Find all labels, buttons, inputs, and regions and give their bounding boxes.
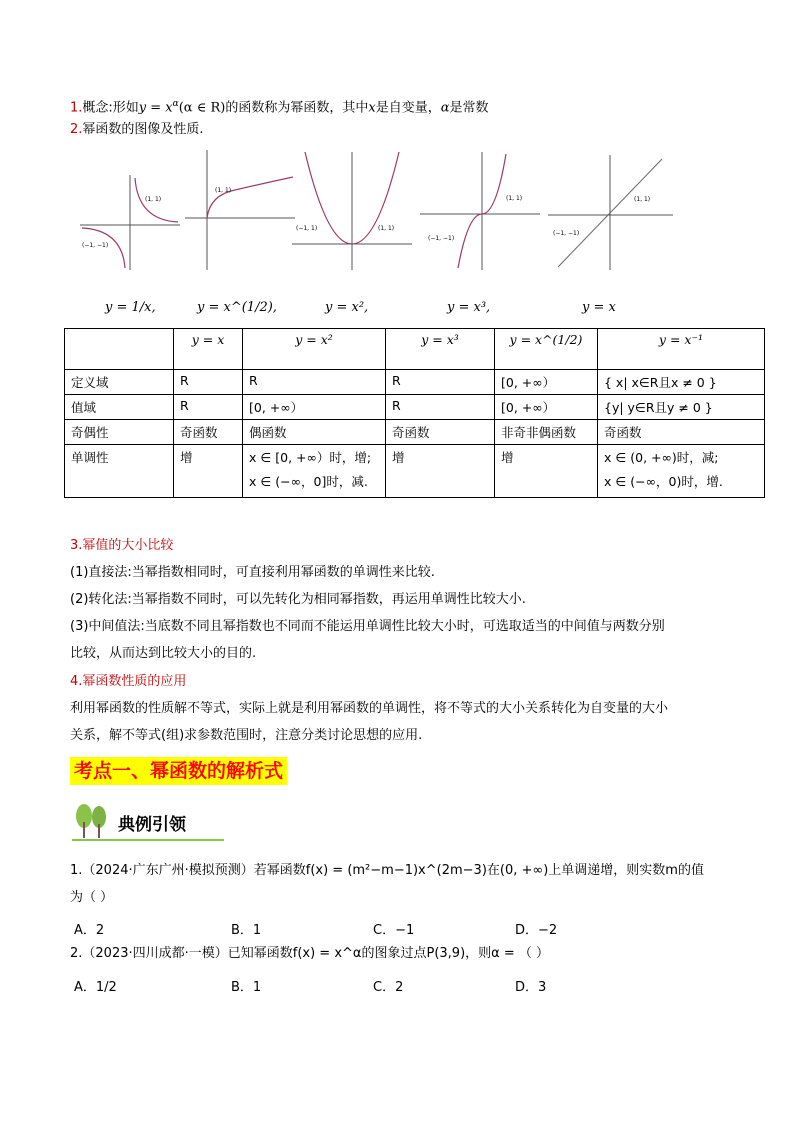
table-cell [243,445,386,498]
question-2-option-c[interactable]: C．2 [373,980,404,995]
graph5-label-2: (−1, −1) [553,230,580,237]
section4-title [70,673,186,691]
concept-x: x [368,100,376,116]
graph4-label-1: (1, 1) [506,195,523,202]
graph3-label-2: (1, 1) [378,225,395,232]
table-cell: 非奇非偶函数 [495,420,598,445]
graph-cube [420,152,540,270]
question-1-line-1: 1.（2024·广东广州·模拟预测）若幂函数f(x) = (m²−m−1)x^(2m−3)在(0, +∞)上单调递增，则实数m的值 [70,863,704,878]
table-cell-line: x ∈ (−∞，0]时，减. [249,474,368,489]
graph-square [292,152,412,270]
concept-domain: (α ∈ R) [178,100,226,116]
topic-heading: 考点一、幂函数的解析式 [70,757,287,785]
table-cell: 增 [174,445,243,498]
table-cell: [0, +∞） [243,395,386,420]
question-1-option-a[interactable]: A．2 [74,923,105,938]
table-cell: R [174,370,243,395]
concept-formula: y = x [138,100,173,116]
table-cell: 单调性 [65,445,174,498]
section3-number: 3. [70,538,83,553]
graph1-label-2: (−1, −1) [82,242,109,249]
table-header-cell [65,329,174,370]
caption-cube: y = x³, [447,300,491,315]
table-cell: 奇函数 [386,420,495,445]
table-cell [598,445,765,498]
question-2-option-b[interactable]: B．1 [231,980,262,995]
table-cell: 定义域 [65,370,174,395]
caption-linear: y = x [582,300,616,315]
graphs-heading-number: 2. [70,122,83,137]
table-header-cell: y = x⁻¹ [598,329,765,370]
section4-title-text: 幂函数性质的应用 [82,674,187,689]
table-header-cell: y = x³ [386,329,495,370]
question-1-line-2: 为（ ） [70,890,114,905]
table-cell: R [174,395,243,420]
section3-title [70,537,173,555]
section3-item: (3)中间值法:当底数不同且幂指数也不同而不能运用单调性比较大小时，可选取适当的中间值与两数分别 [70,619,665,634]
section3-item: (2)转化法:当幂指数不同时，可以先转化为相同幂指数，再运用单调性比较大小. [70,592,526,607]
table-header-cell: y = x^(1/2) [495,329,598,370]
graph-linear [548,155,673,270]
concept-exponent: α [172,99,179,109]
question-1-option-b[interactable]: B．1 [231,923,262,938]
question-2-option-d[interactable]: D．3 [515,980,547,995]
table-header-cell: y = x [174,329,243,370]
table-cell: 奇函数 [174,420,243,445]
table-row [65,395,765,420]
question-2-option-a[interactable]: A．1/2 [74,980,117,995]
example-banner-text: 典例引领 [118,815,186,835]
table-header-row [65,329,765,370]
concept-alpha: α [440,100,450,116]
section4-line: 关系，解不等式(组)求参数范围时，注意分类讨论思想的应用. [70,728,423,743]
concept-text-d: 是常数 [449,100,489,116]
caption-square: y = x², [325,300,369,315]
table-row [65,370,765,395]
section3-title-text: 幂值的大小比较 [82,538,174,553]
table-cell: {y| y∈R且y ≠ 0 } [598,395,765,420]
table-cell-line: x ∈ (−∞，0)时，增. [604,474,723,489]
table-cell: 奇偶性 [65,420,174,445]
concept-line [70,95,489,117]
properties-table [64,328,765,498]
table-cell: [0, +∞） [495,370,598,395]
graph1-label-1: (1, 1) [145,196,162,203]
concept-text-c: 是自变量， [375,100,441,116]
graph3-label-1: (−1, 1) [296,225,318,232]
table-cell: R [243,370,386,395]
table-cell: { x| x∈R且x ≠ 0 } [598,370,765,395]
table-cell: R [386,395,495,420]
graphs-heading-text: 幂函数的图像及性质. [82,122,204,137]
graph-sqrt [185,150,295,270]
table-cell: R [386,370,495,395]
concept-text-a: 概念:形如 [82,100,139,116]
table-row [65,445,765,498]
section3-item: (1)直接法:当幂指数相同时，可直接利用幂函数的单调性来比较. [70,565,435,580]
table-row [65,420,765,445]
question-1-option-c[interactable]: C．−1 [373,923,415,938]
concept-text-b: 的函数称为幂函数，其中 [225,100,369,116]
section4-number: 4. [70,674,83,689]
question-2-line-1: 2.（2023·四川成都·一模）已知幂函数f(x) = x^α的图象过点P(3,9)，则α = （ ） [70,946,549,961]
table-cell-line: x ∈ (0, +∞)时，减; [604,450,719,465]
section3-item: 比较，从而达到比较大小的目的. [70,646,257,661]
table-cell: [0, +∞） [495,395,598,420]
graph2-label-1: (1, 1) [215,187,232,194]
caption-sqrt: y = x^(1/2), [197,300,277,315]
table-cell: 值域 [65,395,174,420]
graph5-label-1: (1, 1) [634,196,651,203]
example-banner [72,800,232,844]
concept-number: 1. [70,100,83,116]
table-cell: 增 [495,445,598,498]
question-1-option-d[interactable]: D．−2 [515,923,558,938]
caption-reciprocal: y = 1/x, [105,300,156,315]
table-cell-line: x ∈ [0, +∞）时，增; [249,450,372,465]
table-cell: 增 [386,445,495,498]
graphs-heading [70,121,204,139]
table-header-cell: y = x² [243,329,386,370]
graph4-label-2: (−1, −1) [428,235,455,242]
section4-line: 利用幂函数的性质解不等式，实际上就是利用幂函数的单调性，将不等式的大小关系转化为自变量的大小 [70,701,669,716]
table-cell: 奇函数 [598,420,765,445]
graph-reciprocal [80,175,180,270]
table-cell: 偶函数 [243,420,386,445]
